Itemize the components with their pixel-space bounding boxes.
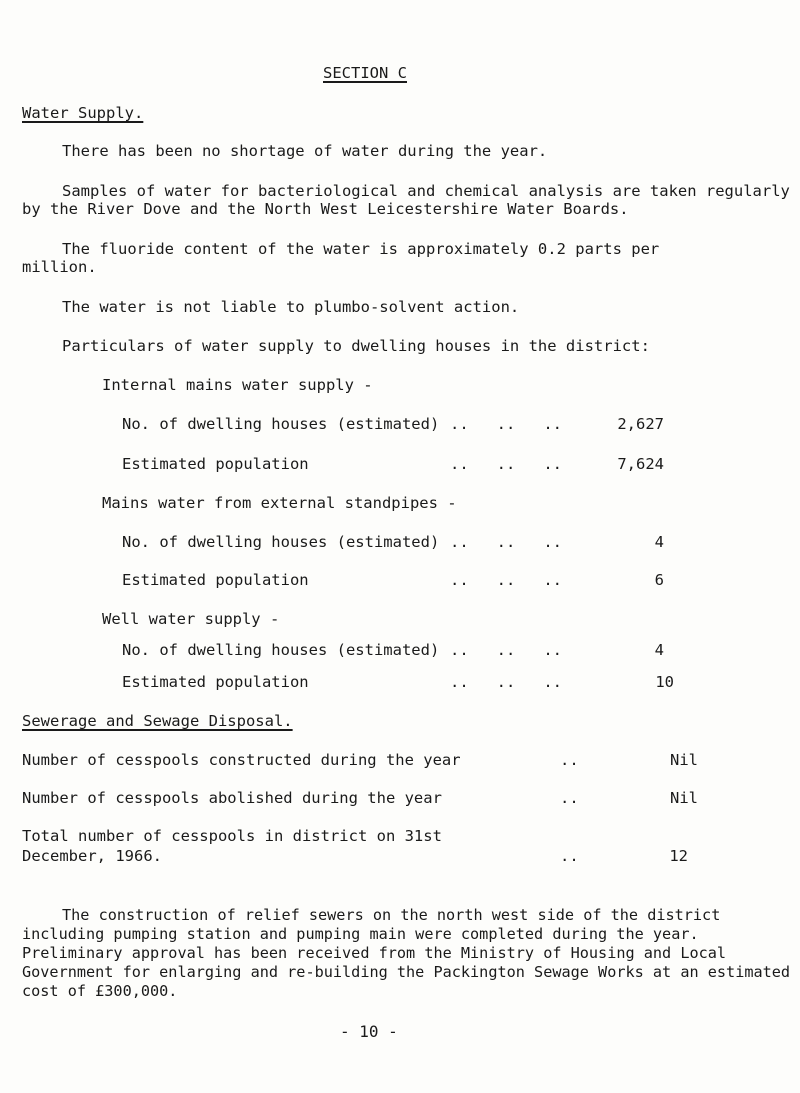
row-value: Nil	[670, 751, 698, 769]
row-value: 12	[669, 847, 688, 865]
row-value: 4	[654, 533, 664, 551]
paragraph-fluoride: The fluoride content of the water is approximately 0.2 parts per million.	[22, 240, 660, 276]
leader-dots: ..	[560, 751, 579, 769]
row-value: 4	[654, 641, 664, 659]
row-label-line2: December, 1966.	[22, 847, 162, 865]
page-number: - 10 -	[340, 1022, 398, 1041]
table-row	[0, 415, 800, 435]
paragraph-particulars: Particulars of water supply to dwelling houses in the district:	[62, 337, 650, 355]
group-title-well: Well water supply -	[102, 610, 280, 628]
section-title: SECTION C	[323, 64, 407, 82]
leader-dots: .. .. ..	[450, 455, 562, 473]
leader-dots: .. .. ..	[450, 673, 562, 691]
table-row	[0, 847, 800, 867]
group-title-standpipes: Mains water from external standpipes -	[102, 494, 457, 512]
row-label: No. of dwelling houses (estimated)	[122, 533, 440, 551]
row-label: Estimated population	[122, 673, 309, 691]
leader-dots: ..	[560, 789, 579, 807]
paragraph-relief-sewers: The construction of relief sewers on the north west side of the district including pumping station and pumping main were completed during the year. Preliminary approval has been received from the Ministry of Housing and Local Government for enlarging and re-building the Packington Sewage Works at an estimated cost of £300,000.	[22, 906, 791, 1000]
table-row	[0, 673, 800, 693]
leader-dots: .. .. ..	[450, 533, 562, 551]
row-label: No. of dwelling houses (estimated)	[122, 415, 440, 433]
paragraph-no-shortage: There has been no shortage of water during the year.	[62, 142, 548, 160]
row-value: Nil	[670, 789, 698, 807]
row-label: Number of cesspools abolished during the year	[22, 789, 442, 807]
table-row	[0, 571, 800, 591]
row-label-line1: Total number of cesspools in district on 31st	[22, 827, 442, 845]
row-label: No. of dwelling houses (estimated)	[122, 641, 440, 659]
row-label: Estimated population	[122, 455, 309, 473]
group-title-internal-mains: Internal mains water supply -	[102, 376, 373, 394]
row-value: 10	[655, 673, 674, 691]
leader-dots: .. .. ..	[450, 571, 562, 589]
leader-dots: ..	[560, 847, 579, 865]
row-label: Estimated population	[122, 571, 309, 589]
table-row	[0, 751, 800, 771]
row-value: 2,627	[617, 415, 664, 433]
water-supply-heading: Water Supply.	[22, 104, 144, 122]
leader-dots: .. .. ..	[450, 641, 562, 659]
row-value: 6	[654, 571, 664, 589]
paragraph-plumbo: The water is not liable to plumbo-solvent action.	[62, 298, 520, 316]
table-row	[0, 641, 800, 661]
row-label: Number of cesspools constructed during the year	[22, 751, 461, 769]
table-row	[0, 789, 800, 809]
table-row	[0, 455, 800, 475]
leader-dots: .. .. ..	[450, 415, 562, 433]
paragraph-samples: Samples of water for bacteriological and chemical analysis are taken regularly by the River Dove and the North West Leicestershire Water Boards.	[22, 182, 790, 218]
sewerage-heading: Sewerage and Sewage Disposal.	[22, 712, 293, 730]
table-row	[0, 533, 800, 553]
row-value: 7,624	[617, 455, 664, 473]
